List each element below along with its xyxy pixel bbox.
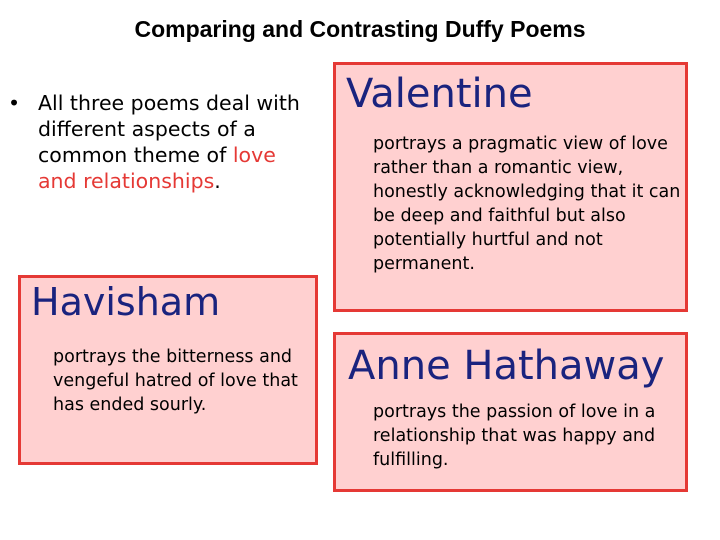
intro-bullet [8,90,318,194]
intro-highlight: love and relationships [38,143,276,193]
havisham-heading: Havisham [31,280,221,324]
bullet-dot-icon: • [8,91,21,115]
valentine-box [333,62,688,312]
slide-title: Comparing and Contrasting Duffy Poems [134,16,586,42]
intro-text-after: . [214,169,221,193]
havisham-box [18,275,318,465]
valentine-heading: Valentine [346,71,533,117]
intro-bullet-text [38,90,318,194]
havisham-description: portrays the bitterness and vengeful hatred of love that has ended sourly. [53,347,298,415]
valentine-description: portrays a pragmatic view of love rather than a romantic view, honestly acknowledging that it can be deep and faithful but also potentially hurtful and not permanent. [373,134,681,274]
anne-hathaway-heading: Anne Hathaway [348,343,665,389]
anne-hathaway-description: portrays the passion of love in a relationship that was happy and fulfilling. [373,402,656,470]
anne-hathaway-box [333,332,688,492]
intro-text-before: All three poems deal with different aspects of a common theme of [38,91,300,167]
